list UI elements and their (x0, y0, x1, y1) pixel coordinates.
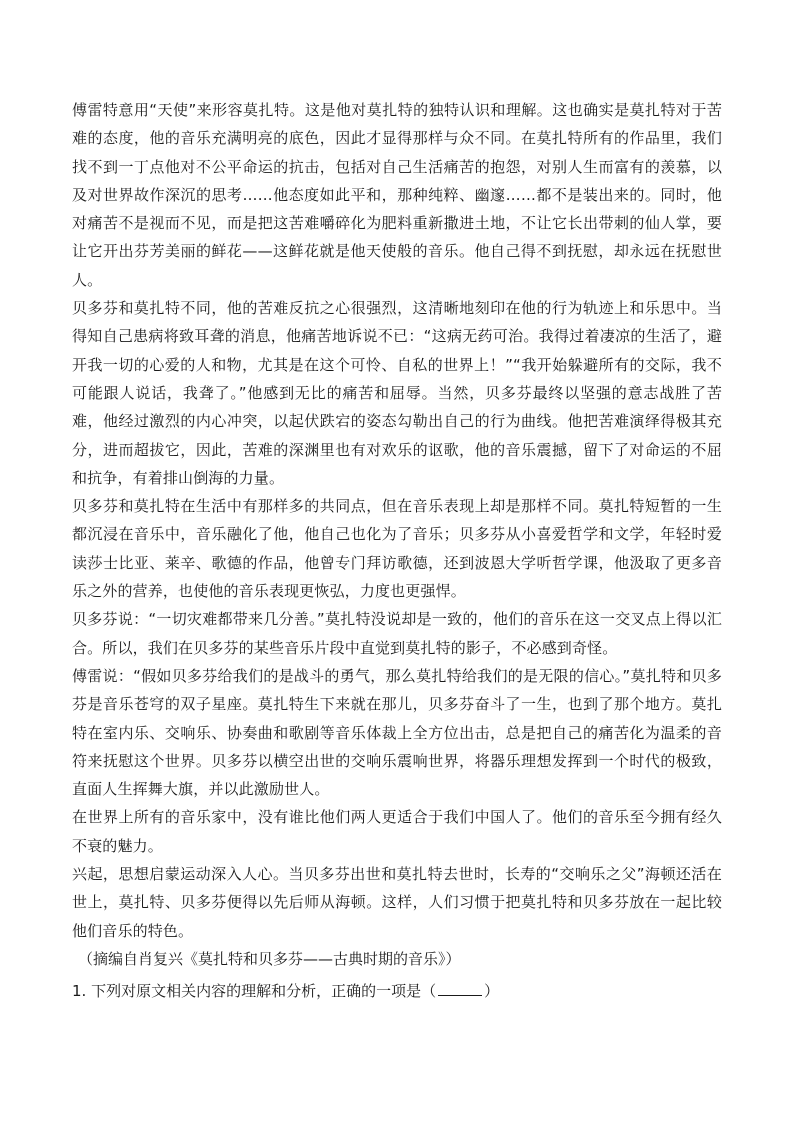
article-body (72, 96, 722, 1006)
paragraph-beethoven-suffering: 贝多芬和莫扎特不同，他的苦难反抗之心很强烈，这清晰地刻印在他的行为轨迹上和乐思中。当得知自己患病将致耳聋的消息，他痛苦地诉说不已：“这病无药可治。我得过着凄凉的生活了，避开我一切的心爱的人和物，尤其是在这个可怜、自私的世界上！”“我开始躲避所有的交际，我不可能跟人说话，我聋了。”他感到无比的痛苦和屈辱。当然，贝多芬最终以坚强的意志战胜了苦难，他经过激烈的内心冲突，以起伏跌宕的姿态勾勒出自己的行为曲线。他把苦难演绎得极其充分，进而超拔它，因此，苦难的深渊里也有对欢乐的讴歌，他的音乐震撼，留下了对命运的不屈和抗争，有着排山倒海的力量。 (72, 299, 722, 487)
question-1-prompt: 1. 下列对原文相关内容的理解和分析，正确的一项是（ (72, 982, 437, 1001)
answer-blank[interactable] (438, 980, 482, 996)
question-1-close: ） (484, 982, 500, 1001)
paragraph-differences: 贝多芬和莫扎特在生活中有那样多的共同点，但在音乐表现上却是那样不同。莫扎特短暂的一生都沉浸在音乐中，音乐融化了他，他自己也化为了音乐；贝多芬从小喜爱哲学和文学，年轻时爱读莎士比亚、莱辛、歌德的作品，他曾专门拜访歌德，还到波恩大学听哲学课，他汲取了更多音乐之外的营养，也使他的音乐表现更恢弘，力度也更强悍。 (72, 497, 722, 601)
paragraph-chinese-audience: 在世界上所有的音乐家中，没有谁比他们两人更适合于我们中国人了。他们的音乐至今拥有经久不衰的魅力。 (72, 808, 722, 855)
question-1 (72, 973, 722, 1005)
paragraph-twin-stars: 傅雷说：“假如贝多芬给我们的是战斗的勇气，那么莫扎特给我们的是无限的信心。”莫扎特和贝多芬是音乐苍穹的双子星座。莫扎特生下来就在那儿，贝多芬奋斗了一生，也到了那个地方。莫扎特在室内乐、交响乐、协奏曲和歌剧等音乐体裁上全方位出击，总是把自己的痛苦化为温柔的音符来抚慰这个世界。贝多芬以横空出世的交响乐震响世界，将器乐理想发挥到一个时代的极致，直面人生挥舞大旗，并以此激励世人。 (72, 666, 722, 799)
paragraph-angel: 傅雷特意用“天使”来形容莫扎特。这是他对莫扎特的独特认识和理解。这也确实是莫扎特对于苦难的态度，他的音乐充满明亮的底色，因此才显得那样与众不同。在莫扎特所有的作品里，我们找不到一丁点他对不公平命运的抗击，包括对自己生活痛苦的抱怨，对别人生而富有的羡慕，以及对世界故作深沉的思考……他态度如此平和，那种纯粹、幽邃……都不是装出来的。同时，他对痛苦不是视而不见，而是把这苦难嚼碎化为肥料重新撒进土地，不让它长出带刺的仙人掌，要让它开出芬芳美丽的鲜花——这鲜花就是他天使般的音乐。他自己得不到抚慰，却永远在抚慰世人。 (72, 101, 722, 289)
article-source: （摘编自肖复兴《莫扎特和贝多芬——古典时期的音乐》） (78, 949, 461, 968)
paragraph-haydn: 兴起，思想启蒙运动深入人心。当贝多芬出世和莫扎特去世时，长寿的“交响乐之父”海顿还活在世上，莫扎特、贝多芬便得以先后师从海顿。这样，人们习惯于把莫扎特和贝多芬放在一起比较他们音乐的特色。 (72, 865, 722, 940)
paragraph-convergence: 贝多芬说：“一切灾难都带来几分善。”莫扎特没说却是一致的，他们的音乐在这一交叉点上得以汇合。所以，我们在贝多芬的某些音乐片段中直觉到莫扎特的影子，不必感到奇怪。 (72, 610, 722, 657)
